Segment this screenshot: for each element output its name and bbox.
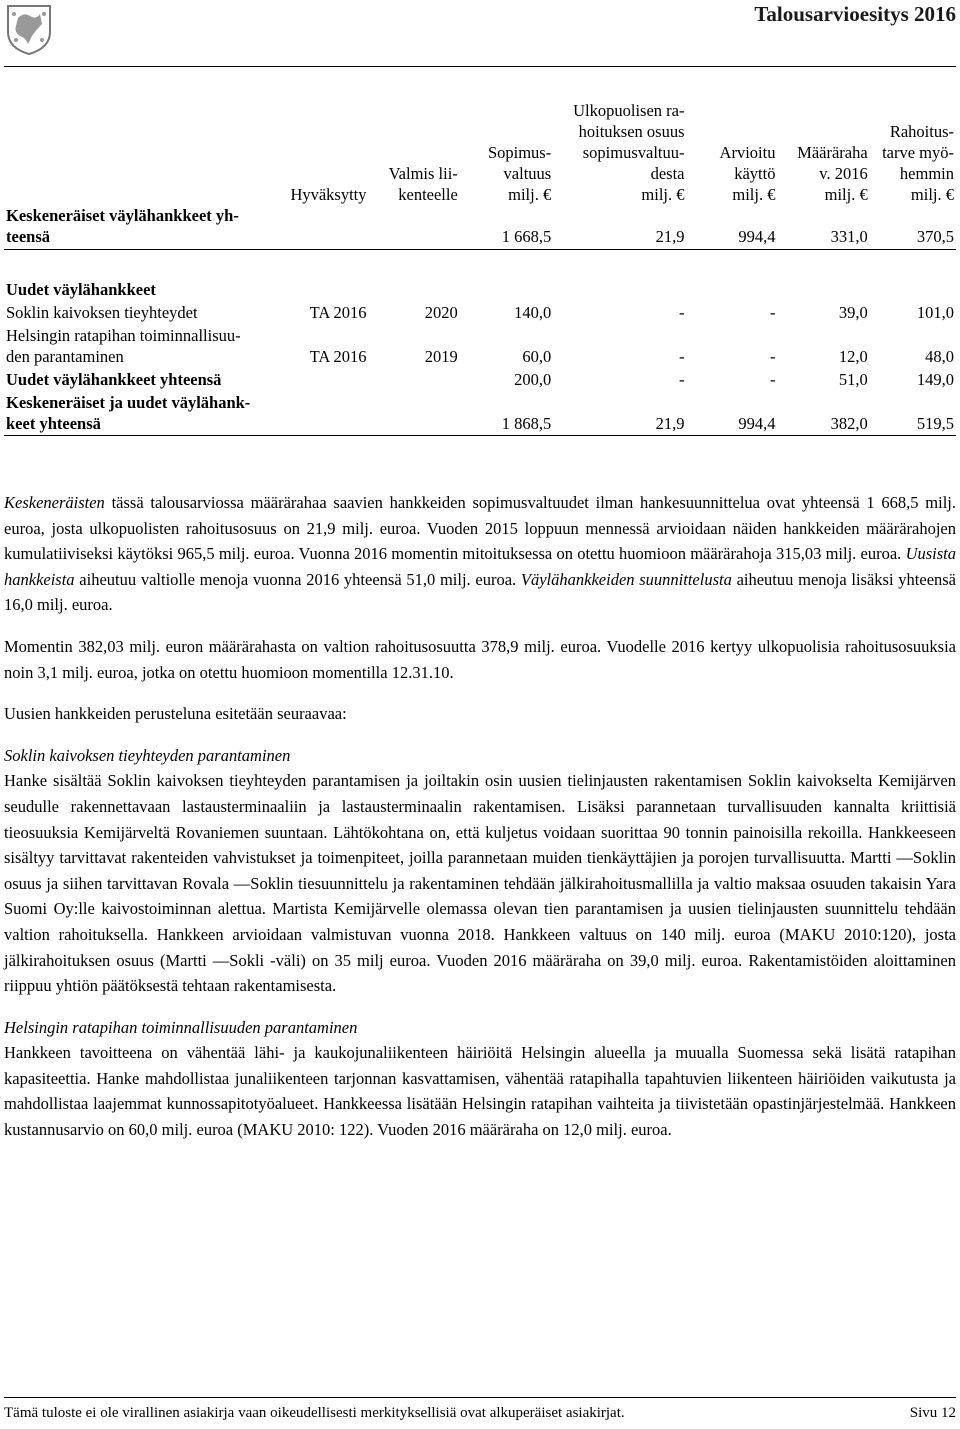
header-label-empty	[4, 100, 263, 205]
cell-later: 370,5	[870, 205, 956, 250]
paragraph-intro: Uusien hankkeiden perusteluna esitetään seuraavaa:	[4, 704, 347, 724]
header-appropriation: Määräraha v. 2016 milj. €	[797, 143, 868, 204]
cell-appropriation: 12,0	[838, 347, 868, 366]
body-text	[4, 490, 956, 1159]
footer-divider	[4, 1397, 956, 1398]
paragraph-summary: Keskeneräisten tässä talousarviossa määrärahaa saavien hankkeiden sopimusvaltuudet ilman hankesuunnittelua ovat yhteensä 1 668,5 milj. euroa, josta ulkopuolisten rahoitusosuus on 21,9 milj. euroa. Vuoden 2015 loppuun mennessä arvioidaan näiden hankkeiden määrärahojen kumulatiiviseksi käytöksi 965,5 milj. euroa. Vuonna 2016 momentin mitoituksessa on otettu huomioon määrärahoja 315,03 milj. euroa. Uusista hankkeista aiheutuu valtiolle menoja vuonna 2016 yhteensä 51,0 milj. euroa. Väylähankkeiden suunnittelusta aiheutuu menoja lisäksi yhteensä 16,0 milj. euroa.	[4, 493, 957, 615]
table-row-new-total	[4, 368, 956, 391]
cell-appropriation: 51,0	[838, 370, 868, 389]
cell-authority: 60,0	[522, 347, 552, 366]
cell-ready: 2020	[424, 303, 458, 322]
paragraph-state-funding: Momentin 382,03 milj. euron määrärahasta on valtion rahoitusosuutta 378,9 milj. euroa. Vuodelle 2016 kertyy ulkopuolisia rahoitusosuuksia noin 3,1 milj. euroa, jotka on otettu huomioon momentilla 12.31.10.	[4, 636, 956, 682]
cell-estimated: -	[769, 303, 776, 322]
table-row	[4, 301, 956, 324]
header-approved: Hyväksytty	[290, 185, 367, 204]
cell-authority: 1 668,5	[460, 205, 553, 250]
cell-appropriation: 331,0	[777, 205, 869, 250]
header-later-funding: Rahoitus- tarve myö- hemmin milj. €	[882, 122, 954, 204]
cell-later: 101,0	[916, 303, 954, 322]
cell-external: -	[679, 370, 685, 389]
cell-external: -	[679, 347, 685, 366]
cell-authority: 1 868,5	[460, 391, 553, 436]
table-row	[4, 324, 956, 368]
cell-ready: 2019	[424, 347, 458, 366]
finnish-coat-of-arms-icon	[4, 2, 54, 56]
section-body-sokli: Hanke sisältää Soklin kaivoksen tieyhteyden parantamisen ja joiltakin osin uusien tielinjausten rakentamisen Soklin kaivokselta Kemijärven seudulle rakennettavaan lastausterminaaliin ja lastausterminaalin rakentamisen. Lisäksi parannetaan turvallisuuden kannalta kriittisiä tieosuuksia Kemijärveltä Rovaniemen suuntaan. Lähtökohtana on, että kuljetus voidaan suorittaa 90 tonnin painoisilla rekoilla. Hankkeeseen sisältyy tarvittavat rakenteiden vahvistukset ja toimenpiteet, joilla parannetaan muiden tienkäyttäjien ja porojen turvallisuutta. Martti —Soklin osuus ja siihen tarvittavan Rovala —Soklin tiesuunnittelu ja rakentaminen tehdään jälkirahoitusmallilla ja valtio maksaa osuuden takaisin Yara Suomi Oy:lle kaivostoiminnan alettua. Martista Kemijärvelle olemassa olevan tien parantamisen ja uusien tielinjausten suunnittelu tehdään valtion rahoituksella. Hankkeen arvioidaan valmistuvan vuonna 2018. Hankkeen valtuus on 140 milj. euroa (MAKU 2010:120), josta jälkirahoituksen osuus (Martti —Sokli -väli) on 35 milj euroa. Vuoden 2016 määräraha on 39,0 milj. euroa. Rakentamistöiden aloittaminen riippuu yhtiön päätöksestä tehtaan rakentamisesta.	[4, 771, 956, 996]
section-title-row	[4, 278, 956, 301]
cell-external: 21,9	[553, 391, 686, 436]
cell-approved: TA 2016	[309, 303, 367, 322]
header-authority: Sopimus- valtuus milj. €	[487, 143, 552, 204]
cell-estimated: -	[769, 370, 776, 389]
cell-external: -	[679, 303, 685, 322]
section-title-sokli: Soklin kaivoksen tieyhteyden parantaminen	[4, 745, 291, 765]
cell-authority: 140,0	[514, 303, 552, 322]
header-ready: Valmis lii- kenteelle	[388, 164, 458, 204]
page-number: Sivu 12	[909, 1405, 956, 1421]
cell-estimated: -	[769, 347, 776, 366]
footer-disclaimer: Tämä tuloste ei ole virallinen asiakirja vaan oikeudellisesti merkityksellisiä ovat alkuperäiset asiakirjat.	[4, 1405, 625, 1421]
budget-table	[4, 100, 956, 436]
section-title-new-projects: Uudet väylähankkeet	[6, 280, 156, 299]
table-row-grand-total	[4, 391, 956, 436]
cell-authority: 200,0	[514, 370, 552, 389]
document-header-title: Talousarvioesitys 2016	[754, 2, 956, 26]
cell-later: 149,0	[916, 370, 954, 389]
cell-approved: TA 2016	[309, 347, 367, 366]
row-label: Keskeneräiset väylähankkeet yh- teensä	[4, 205, 263, 250]
section-body-helsinki: Hankkeen tavoitteena on vähentää lähi- ja kaukojunaliikenteen häiriöitä Helsingin alueella ja muualla Suomessa sekä lisätä ratapihan kapasiteettia. Hanke mahdollistaa junaliikenteen tarjonnan kasvattamisen, vähentää ratapihalla tapahtuvien liikenteen häiriöiden vaikutusta ja mahdollistaa laajemmat kunnossapitotyöalueet. Hankkeessa lisätään Helsingin ratapihan vaihteita ja tiivistetään opastinjärjestelmää. Hankkeen kustannusarvio on 60,0 milj. euroa (MAKU 2010: 122). Vuoden 2016 määräraha on 12,0 milj. euroa.	[4, 1043, 956, 1140]
row-label: Keskeneräiset ja uudet väylähank- keet yhteensä	[4, 391, 263, 436]
header-divider	[4, 66, 956, 67]
cell-external: 21,9	[553, 205, 686, 250]
row-label: Soklin kaivoksen tieyhteydet	[6, 303, 198, 322]
cell-later: 48,0	[925, 347, 954, 366]
cell-estimated: 994,4	[687, 391, 778, 436]
header-external-funding: Ulkopuolisen ra- hoituksen osuus sopimusvaltuu- desta milj. €	[573, 101, 685, 204]
section-helsinki	[4, 1015, 956, 1143]
cell-later: 519,5	[870, 391, 956, 436]
table-row-unfinished-total	[4, 205, 956, 250]
cell-appropriation: 382,0	[777, 391, 869, 436]
table-header-row	[4, 100, 956, 205]
header-estimated-use: Arvioitu käyttö milj. €	[719, 143, 776, 204]
cell-appropriation: 39,0	[838, 303, 868, 322]
section-sokli	[4, 743, 956, 999]
row-label: Helsingin ratapihan toiminnallisuu- den parantaminen	[6, 326, 241, 366]
section-title-helsinki: Helsingin ratapihan toiminnallisuuden parantaminen	[4, 1017, 358, 1037]
cell-estimated: 994,4	[687, 205, 778, 250]
row-label: Uudet väylähankkeet yhteensä	[6, 370, 222, 389]
